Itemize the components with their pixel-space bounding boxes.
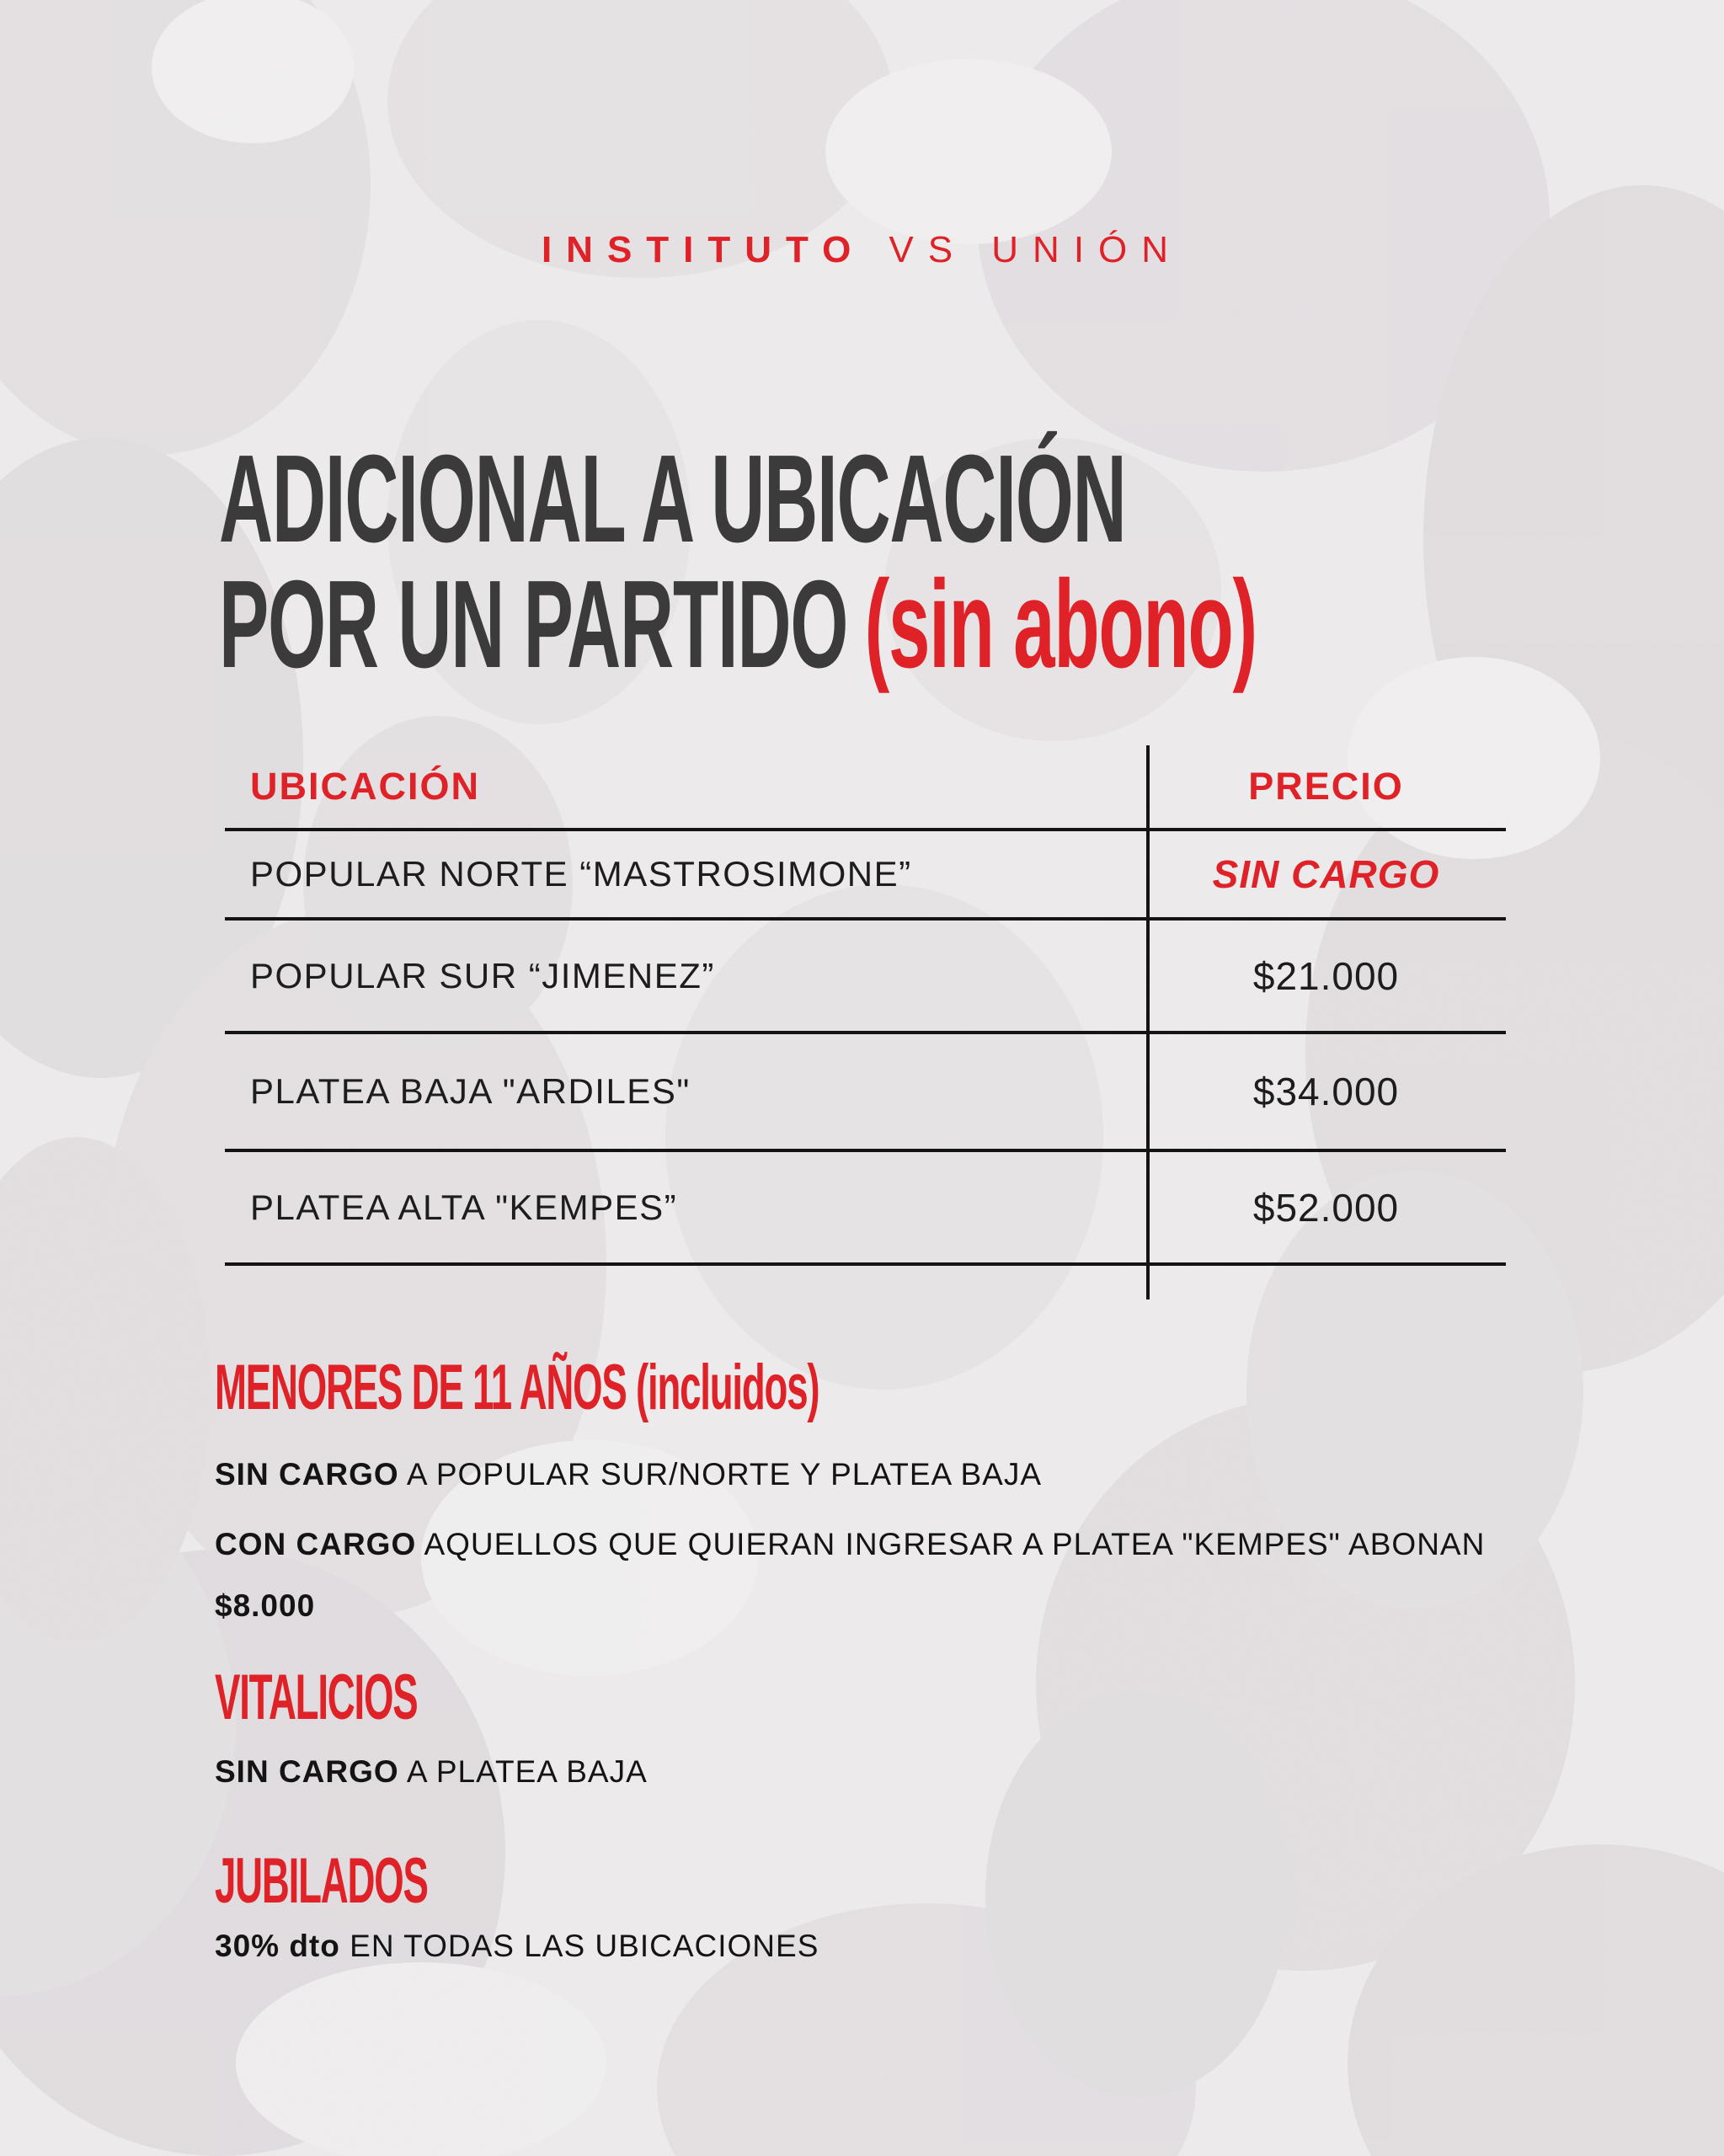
title-line2-highlight: (sin abono) [864,555,1257,694]
price-cell: $34.000 [1252,1070,1400,1113]
rule-rest-text: AQUELLOS QUE QUIERAN INGRESAR A PLATEA "KEMPES" ABONAN [416,1527,1486,1561]
page-title [219,430,1724,694]
vitalicios-rule [215,1754,648,1790]
match-header [0,229,1724,271]
menores-rule-amount [215,1588,315,1624]
price-cell: SIN CARGO [1212,852,1440,896]
table-row-popular-norte [225,831,1506,921]
price-table [225,745,1506,1266]
rule-rest-text: A PLATEA BAJA [398,1754,648,1789]
column-header-ubicacion: UBICACIÓN [250,765,480,808]
price-cell: $21.000 [1252,953,1400,998]
menores-rule-con-cargo [215,1527,1485,1562]
rule-rest-text: EN TODAS LAS UBICACIONES [339,1929,819,1963]
rule-lead-text: 30% dto [215,1929,340,1963]
section-heading-jubilados: JUBILADOS [215,1845,428,1917]
location-cell: PLATEA BAJA "ARDILES" [250,1071,691,1111]
title-line2-dark: POR UN PARTIDO [219,555,848,694]
menores-rule-sin-cargo [215,1457,1042,1492]
table-row-platea-baja [225,1034,1506,1152]
price-cell: $52.000 [1252,1185,1400,1230]
home-team-name: INSTITUTO [541,229,866,270]
table-row-platea-alta [225,1152,1506,1266]
rule-amount-text: $8.000 [215,1588,316,1623]
section-heading-menores: MENORES DE 11 AÑOS (incluidos) [215,1352,819,1423]
title-line2 [219,555,1257,694]
location-cell: POPULAR SUR “JIMENEZ” [250,955,715,995]
table-row-popular-sur [225,921,1506,1034]
title-line1: ADICIONAL A UBICACIÓN [219,430,1126,568]
jubilados-rule [215,1929,819,1964]
rule-lead-text: SIN CARGO [215,1457,399,1492]
rule-rest-text: A POPULAR SUR/NORTE Y PLATEA BAJA [398,1457,1043,1492]
rule-lead-text: CON CARGO [215,1527,417,1561]
location-cell: POPULAR NORTE “MASTROSIMONE” [250,854,912,894]
location-cell: PLATEA ALTA "KEMPES” [250,1187,678,1227]
column-header-precio: PRECIO [1248,765,1404,808]
vs-away-team-text: VS UNIÓN [889,229,1183,270]
table-column-divider [1146,745,1150,1299]
section-heading-vitalicios: VITALICIOS [215,1662,418,1733]
table-header-row [225,745,1506,831]
rule-lead-text: SIN CARGO [215,1754,399,1789]
